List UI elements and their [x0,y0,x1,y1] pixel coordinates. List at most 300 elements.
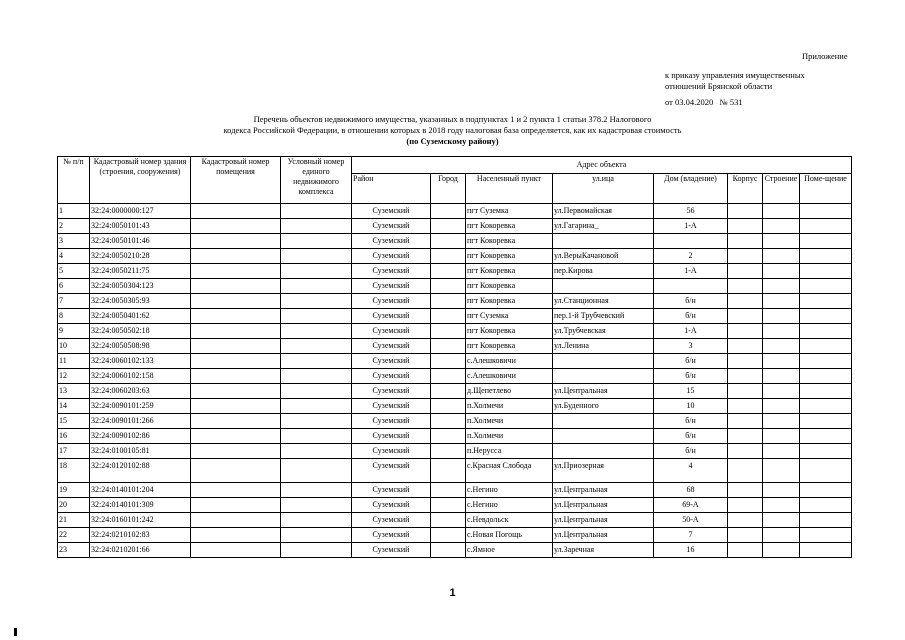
row-cond-num [281,543,352,558]
row-settlement: пгт Кокоревка [466,324,553,339]
order-date-number [665,97,743,108]
row-cond-num [281,204,352,219]
row-settlement: пгт Суземка [466,309,553,324]
table-row [58,249,852,264]
table-row [58,279,852,294]
row-district: Суземский [352,339,431,354]
row-city [431,543,466,558]
table-row [58,294,852,309]
row-room [800,384,852,399]
row-street [553,279,654,294]
row-cad-room [191,429,281,444]
row-building [728,498,763,513]
row-cad-room [191,414,281,429]
row-building [728,414,763,429]
row-settlement: пгт Кокоревка [466,339,553,354]
row-street: ул.Центральная [553,513,654,528]
row-street: ул.Центральная [553,528,654,543]
row-house: 68 [654,483,728,498]
row-district: Суземский [352,528,431,543]
row-cad-room [191,309,281,324]
row-cad: 32:24:0050210:28 [90,249,191,264]
row-num: 4 [58,249,90,264]
row-cad: 32:24:0050304:123 [90,279,191,294]
row-cond-num [281,294,352,309]
row-room [800,528,852,543]
row-cad: 32:24:0140101:204 [90,483,191,498]
row-room [800,429,852,444]
row-cond-num [281,339,352,354]
row-district: Суземский [352,234,431,249]
row-district: Суземский [352,354,431,369]
row-city [431,429,466,444]
row-structure [763,279,800,294]
row-num: 5 [58,264,90,279]
row-settlement: пгт Кокоревка [466,294,553,309]
row-num: 12 [58,369,90,384]
row-street: пер.Кирова [553,264,654,279]
col-house: Дом (владение) [654,174,728,204]
row-room [800,279,852,294]
row-street [553,444,654,459]
row-street: ул.Буденного [553,399,654,414]
scan-mark [14,628,17,636]
row-city [431,513,466,528]
col-city: Город [431,174,466,204]
row-room [800,543,852,558]
row-city [431,234,466,249]
row-cad-room [191,528,281,543]
row-cond-num [281,354,352,369]
row-street [553,429,654,444]
row-building [728,528,763,543]
row-city [431,294,466,309]
row-street: ул.Гагарина_ [553,219,654,234]
row-house: 1-А [654,219,728,234]
row-building [728,429,763,444]
row-street [553,369,654,384]
row-settlement: д.Щепетлево [466,384,553,399]
row-cad: 32:24:0160101:242 [90,513,191,528]
row-cad: 32:24:0050305:93 [90,294,191,309]
row-settlement: с.Новая Погощь [466,528,553,543]
row-cond-num [281,249,352,264]
row-num: 13 [58,384,90,399]
row-room [800,459,852,483]
row-street: пер.1-й Трубчевский [553,309,654,324]
row-settlement: с.Алешковичи [466,369,553,384]
row-num: 16 [58,429,90,444]
row-room [800,444,852,459]
row-cad: 32:24:0050401:62 [90,309,191,324]
row-structure [763,339,800,354]
col-building: Корпус [728,174,763,204]
row-city [431,249,466,264]
row-city [431,354,466,369]
row-cad-room [191,543,281,558]
row-room [800,483,852,498]
row-cond-num [281,528,352,543]
table-row [58,384,852,399]
row-city [431,483,466,498]
row-city [431,528,466,543]
row-building [728,219,763,234]
row-district: Суземский [352,429,431,444]
row-structure [763,528,800,543]
table-row [58,354,852,369]
row-room [800,339,852,354]
row-house: б/н [654,309,728,324]
order-line-2: отношений Брянской области [665,81,773,91]
row-district: Суземский [352,264,431,279]
order-line-1: к приказу управления имущественных [665,70,805,80]
row-cond-num [281,399,352,414]
row-settlement: с.Невдольск [466,513,553,528]
row-structure [763,429,800,444]
table-row [58,309,852,324]
row-house: 7 [654,528,728,543]
row-building [728,234,763,249]
row-street: ул.Центральная [553,483,654,498]
table-row [58,459,852,483]
row-structure [763,459,800,483]
col-structure: Строение [763,174,800,204]
row-street [553,414,654,429]
row-num: 15 [58,414,90,429]
row-cond-num [281,444,352,459]
row-num: 19 [58,483,90,498]
row-cond-num [281,369,352,384]
row-house: б/н [654,369,728,384]
row-cad: 32:24:0100105:81 [90,444,191,459]
row-district: Суземский [352,414,431,429]
row-building [728,324,763,339]
row-room [800,414,852,429]
appendix-label: Приложение [802,51,848,61]
row-structure [763,234,800,249]
row-building [728,294,763,309]
row-num: 9 [58,324,90,339]
row-city [431,324,466,339]
row-building [728,309,763,324]
row-district: Суземский [352,249,431,264]
row-num: 14 [58,399,90,414]
row-structure [763,294,800,309]
table-row [58,429,852,444]
table-row [58,444,852,459]
row-num: 10 [58,339,90,354]
table-row [58,399,852,414]
row-num: 7 [58,294,90,309]
row-district: Суземский [352,279,431,294]
row-structure [763,483,800,498]
objects-table [57,156,852,558]
row-house [654,279,728,294]
row-street [553,354,654,369]
row-building [728,339,763,354]
row-district: Суземский [352,294,431,309]
row-cond-num [281,264,352,279]
row-cad-room [191,279,281,294]
row-num: 8 [58,309,90,324]
row-num: 18 [58,459,90,483]
col-cad-building: Кадастровый номер здания (строения, сооружения) [90,157,191,204]
row-room [800,354,852,369]
row-city [431,339,466,354]
row-cad-room [191,369,281,384]
table-row [58,483,852,498]
row-settlement: с.Негино [466,483,553,498]
row-structure [763,444,800,459]
row-settlement: пгт Кокоревка [466,279,553,294]
row-district: Суземский [352,459,431,483]
row-city [431,309,466,324]
row-building [728,513,763,528]
row-cad: 32:24:0050211:75 [90,264,191,279]
row-cond-num [281,234,352,249]
row-room [800,399,852,414]
row-cad-room [191,513,281,528]
row-city [431,219,466,234]
row-cad: 32:24:0000000:127 [90,204,191,219]
row-cad: 32:24:0050508:98 [90,339,191,354]
row-street: ул.Станционная [553,294,654,309]
row-room [800,249,852,264]
table-row [58,264,852,279]
row-structure [763,513,800,528]
row-building [728,279,763,294]
row-cad-room [191,264,281,279]
col-cond-num: Условный номер единого недвижимого комплекса [281,157,352,204]
row-structure [763,309,800,324]
row-street: ул.Заречная [553,543,654,558]
row-cad: 32:24:0050502:18 [90,324,191,339]
row-district: Суземский [352,324,431,339]
row-building [728,459,763,483]
row-cad: 32:24:0210201:66 [90,543,191,558]
row-house: 16 [654,543,728,558]
row-structure [763,324,800,339]
row-city [431,414,466,429]
row-num: 3 [58,234,90,249]
row-district: Суземский [352,498,431,513]
row-house: 1-А [654,264,728,279]
table-row [58,234,852,249]
row-city [431,444,466,459]
row-district: Суземский [352,384,431,399]
row-cad-room [191,204,281,219]
row-street: ул.Ленина [553,339,654,354]
row-settlement: пгт Суземка [466,204,553,219]
row-num: 1 [58,204,90,219]
row-cad: 32:24:0050101:46 [90,234,191,249]
col-district: Район [352,174,431,204]
row-district: Суземский [352,399,431,414]
row-building [728,399,763,414]
col-address: Адрес объекта [352,157,852,174]
row-building [728,483,763,498]
row-cad-room [191,384,281,399]
row-settlement: п.Холмечи [466,399,553,414]
row-city [431,498,466,513]
row-num: 20 [58,498,90,513]
row-num: 6 [58,279,90,294]
row-cond-num [281,219,352,234]
row-room [800,513,852,528]
row-cad-room [191,399,281,414]
row-cond-num [281,309,352,324]
row-settlement: с.Ямное [466,543,553,558]
row-structure [763,498,800,513]
title-line-2: кодекса Российской Федерации, в отношении которых в 2018 году налоговая база определяется, как их кадастровая стоимость [223,125,682,135]
row-structure [763,369,800,384]
row-settlement: с.Красная Слобода [466,459,553,483]
row-structure [763,354,800,369]
row-building [728,204,763,219]
row-settlement: п.Холмечи [466,429,553,444]
row-building [728,369,763,384]
row-structure [763,204,800,219]
row-district: Суземский [352,204,431,219]
row-house: 56 [654,204,728,219]
table-row [58,324,852,339]
row-building [728,249,763,264]
row-district: Суземский [352,543,431,558]
row-structure [763,384,800,399]
row-cad: 32:24:0060102:133 [90,354,191,369]
row-num: 22 [58,528,90,543]
row-cad: 32:24:0090101:259 [90,399,191,414]
col-cad-room: Кадастровый номер помещения [191,157,281,204]
row-house: 3 [654,339,728,354]
row-room [800,294,852,309]
row-building [728,354,763,369]
row-cond-num [281,324,352,339]
row-city [431,264,466,279]
row-cad: 32:24:0120102:88 [90,459,191,483]
row-cad-room [191,234,281,249]
row-room [800,309,852,324]
row-house: б/н [654,429,728,444]
row-house: 15 [654,384,728,399]
row-settlement: п.Холмечи [466,414,553,429]
table-row [58,513,852,528]
row-building [728,264,763,279]
row-city [431,459,466,483]
row-room [800,204,852,219]
table-row [58,498,852,513]
row-room [800,324,852,339]
row-settlement: пгт Кокоревка [466,264,553,279]
row-cad-room [191,249,281,264]
row-cad: 32:24:0090102:86 [90,429,191,444]
row-house: 69-А [654,498,728,513]
row-district: Суземский [352,309,431,324]
row-cad-room [191,459,281,483]
table-row [58,414,852,429]
row-street: ул.Первомайская [553,204,654,219]
row-street [553,234,654,249]
order-number: № 531 [719,97,743,107]
row-city [431,204,466,219]
row-cad: 32:24:0210102:83 [90,528,191,543]
row-cad-room [191,498,281,513]
row-cad-room [191,294,281,309]
row-house [654,234,728,249]
page-number: 1 [449,587,456,599]
row-cad-room [191,339,281,354]
row-cond-num [281,384,352,399]
row-num: 23 [58,543,90,558]
row-cad-room [191,324,281,339]
row-city [431,279,466,294]
row-cad: 32:24:0140101:309 [90,498,191,513]
row-room [800,498,852,513]
row-room [800,219,852,234]
row-settlement: пгт Кокоревка [466,249,553,264]
row-cad: 32:24:0060102:158 [90,369,191,384]
row-city [431,369,466,384]
row-cond-num [281,483,352,498]
row-district: Суземский [352,483,431,498]
row-num: 21 [58,513,90,528]
row-num: 17 [58,444,90,459]
row-cad-room [191,354,281,369]
row-structure [763,249,800,264]
row-district: Суземский [352,219,431,234]
row-house: б/н [654,444,728,459]
row-room [800,234,852,249]
row-building [728,543,763,558]
row-house: б/н [654,414,728,429]
row-district: Суземский [352,369,431,384]
row-street: ул.Приозерная [553,459,654,483]
row-settlement: пгт Кокоревка [466,219,553,234]
row-structure [763,219,800,234]
row-structure [763,264,800,279]
row-cad-room [191,483,281,498]
col-room: Поме-щение [800,174,852,204]
table-row [58,369,852,384]
row-cond-num [281,414,352,429]
row-house: 2 [654,249,728,264]
row-num: 11 [58,354,90,369]
table-row [58,219,852,234]
table-row [58,204,852,219]
row-house: 4 [654,459,728,483]
col-settlement: Населенный пункт [466,174,553,204]
order-date: от 03.04.2020 [665,97,714,107]
col-num: № п/п [58,157,90,204]
row-num: 2 [58,219,90,234]
title-line-3: (по Суземскому району) [406,136,499,146]
row-house: 1-А [654,324,728,339]
row-district: Суземский [352,444,431,459]
row-cad: 32:24:0060203:63 [90,384,191,399]
row-cad-room [191,444,281,459]
row-street: ул.Центральная [553,384,654,399]
row-room [800,264,852,279]
row-settlement: с.Алешковичи [466,354,553,369]
row-cond-num [281,498,352,513]
row-street: ул.Центральная [553,498,654,513]
row-building [728,444,763,459]
row-cond-num [281,459,352,483]
row-district: Суземский [352,513,431,528]
row-structure [763,399,800,414]
row-house: 10 [654,399,728,414]
row-cond-num [281,513,352,528]
